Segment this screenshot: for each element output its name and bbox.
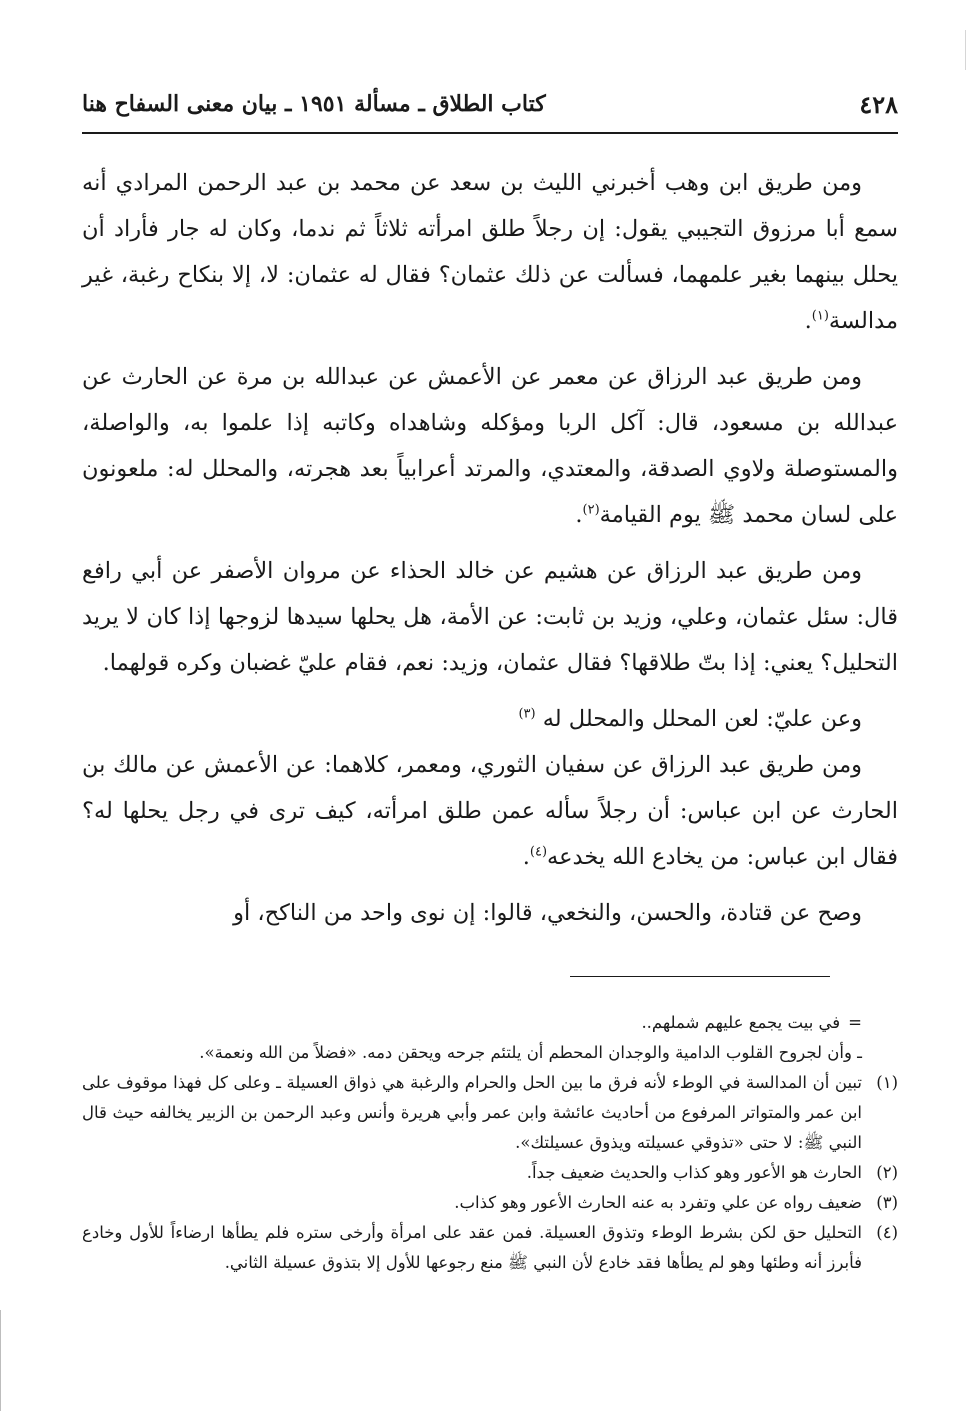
paragraph-1 <box>82 160 898 344</box>
continuation-text-1: في بيت يجمع عليهم شملهم.. <box>641 1013 841 1032</box>
paragraph-6: وصح عن قتادة، والحسن، والنخعي، قالوا: إن نوى واحد من الناكح، أو <box>233 900 862 926</box>
main-text <box>82 160 898 946</box>
page-number: ٤٢٨ <box>859 89 898 119</box>
footnote-continuation-line-1 <box>82 1008 898 1038</box>
paragraph-2 <box>82 354 898 538</box>
paragraph-3: ومن طريق عبد الرزاق عن هشيم عن خالد الحذاء عن مروان الأصفر عن أبي رافع قال: سئل عثمان، وعلي، وزيد بن ثابت: عن الأمة، هل يحلها سيدها لزوجها إذا كان لا يريد التحليل؟ يعني: إذا بتّ طلاقها؟ فقال عثمان، وزيد: نعم، فقام عليّ غضبان وكره قولهما. <box>82 558 898 676</box>
footnote-3 <box>82 1188 898 1218</box>
paragraph-5 <box>82 742 898 880</box>
footnote-text: تبين أن المدالسة في الوطء لأنه فرق ما بين الحل والحرام والرغبة هي ذواق العسيلة ـ وعلى كل فهذا موقوف على ابن عمر والمتواتر المرفوع من أحاديث عائشة وابن عمر وأبي هريرة وأنس وعبد الرحمن بن الزبير يخالفه حيث قال النبي ﷺ: لا حتى «تذوقي عسيلته ويذوق عسيلتك». <box>82 1073 862 1152</box>
footnote-separator <box>570 976 830 977</box>
paragraph-4 <box>82 696 898 742</box>
footnote-continuation-line-2: ـ وأن لجروح القلوب الدامية والوجدان المحطم أن يلتئم جرحه ويحقن دمه. «فضلاً من الله ونعمة». <box>199 1043 862 1062</box>
footnote-2 <box>82 1158 898 1188</box>
paragraph-4-text: وعن عليّ: لعن المحلل والمحلل له <box>542 706 862 732</box>
scan-edge-line-right <box>965 30 966 70</box>
continuation-mark: = <box>848 1013 862 1032</box>
paragraph-1-end: . <box>804 308 812 334</box>
footnote-text: الحارث هو الأعور وهو كذاب والحديث ضعيف جداً. <box>526 1163 862 1182</box>
footnote-ref-4: (٤) <box>529 844 548 860</box>
footnote-number: (١) <box>876 1073 898 1092</box>
footnote-ref-3: (٣) <box>518 706 536 722</box>
paragraph-5-end: . <box>522 844 530 870</box>
paragraph-2-end: . <box>575 502 583 528</box>
footnote-ref-2: (٢) <box>582 502 600 518</box>
footnote-number: (٢) <box>876 1163 898 1182</box>
paragraph-1-text: ومن طريق ابن وهب أخبرني الليث بن سعد عن محمد بن عبد الرحمن المرادي أنه سمع أبا مرزوق التجيبي يقول: إن رجلاً طلق امرأته ثلاثاً ثم ندما، وكان له جار فأراد أن يحلل بينهما بغير علمهما، فسألت عن ذلك عثمان؟ فقال له عثمان: لا، إلا بنكاح رغبة، غير مدالسة <box>82 170 898 334</box>
footnote-text: التحليل حق لكن بشرط الوطء وتذوق العسيلة. فمن عقد على امرأة وأرخى ستره فلم يطأها ارضاءاً للأول وخادع فأبرز أنه وطئها وهو لم يطأها فقد خادع لأن النبي ﷺ منع رجوعها للأول إلا بتذوق عسيلة الثاني. <box>82 1223 862 1272</box>
page-header <box>82 84 898 124</box>
footnote-number: (٣) <box>876 1193 898 1212</box>
footnote-1 <box>82 1068 898 1158</box>
footnote-text: ضعيف رواه عن علي وتفرد به عنه الحارث الأعور وهو كذاب. <box>454 1193 862 1212</box>
header-rule <box>82 132 898 134</box>
footnotes <box>82 1008 898 1278</box>
footnote-ref-1: (١) <box>811 308 829 324</box>
paragraph-2-text: ومن طريق عبد الرزاق عن معمر عن الأعمش عن عبدالله بن مرة عن الحارث عن عبدالله بن مسعود، قال: آكل الربا ومؤكله وشاهداه وكاتبه إذا علموا به، والواصلة، والمستوصلة ولاوي الصدقة، والمعتدي، والمرتد أعرابياً بعد هجرته، والمحلل له: ملعونون على لسان محمد ﷺ يوم القيامة <box>82 364 898 528</box>
footnote-4 <box>82 1218 898 1278</box>
footnote-number: (٤) <box>876 1223 898 1242</box>
scan-edge-line <box>0 1310 1 1411</box>
running-title: كتاب الطلاق ـ مسألة ١٩٥١ ـ بيان معنى السفاح هنا <box>82 91 546 117</box>
paragraph-5-text: ومن طريق عبد الرزاق عن سفيان الثوري، ومعمر، كلاهما: عن الأعمش عن مالك بن الحارث عن ابن عباس: أن رجلاً سأله عمن طلق امرأته، كيف ترى في رجل يحلها له؟ فقال ابن عباس: من يخادع الله يخدعه <box>82 752 898 870</box>
